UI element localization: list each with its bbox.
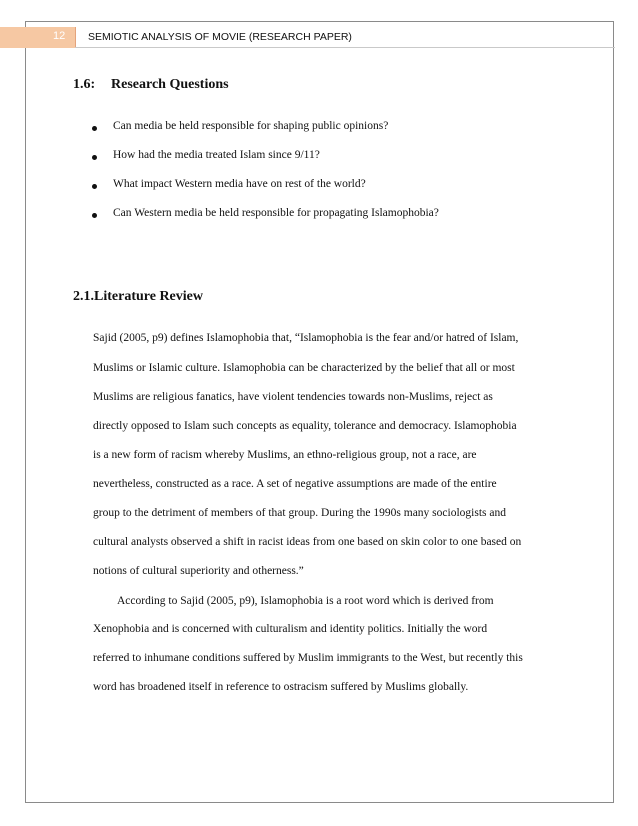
paragraph-line: is a new form of racism whereby Muslims, an ethno-religious group, not a race, are [93,449,477,461]
paragraph-line: group to the detriment of members of that group. During the 1990s many sociologists and [93,507,506,519]
section-number: 1.6: [73,77,96,92]
page-number-box [0,27,75,48]
bullet-icon [92,184,97,189]
bullet-icon [92,126,97,131]
paragraph-line: cultural analysts observed a shift in racist ideas from one based on skin color to one based on [93,536,522,548]
paragraph-line: directly opposed to Islam such concepts as equality, tolerance and democracy. Islamophobia [93,420,517,432]
bullet-icon [92,155,97,160]
bullet-icon [92,213,97,218]
paragraph-line: nevertheless, constructed as a race. A set of negative assumptions are made of the entire [93,478,497,490]
paragraph-line: Sajid (2005, p9) defines Islamophobia that, “Islamophobia is the fear and/or hatred of Islam, [93,332,519,344]
paragraph-line: Xenophobia and is concerned with culturalism and identity politics. Initially the word [93,623,488,635]
header-title: SEMIOTIC ANALYSIS OF MOVIE (RESEARCH PAPER) [88,31,352,43]
literature-review-heading: 2.1.Literature Review [73,289,203,304]
paragraph-line: Muslims or Islamic culture. Islamophobia can be characterized by the belief that all or most [93,362,515,374]
section-title: Research Questions [111,77,229,92]
paragraph-line: notions of cultural superiority and otherness.” [93,565,304,577]
research-questions-heading [73,77,229,93]
header-rule [75,47,615,48]
question-text: How had the media treated Islam since 9/11? [113,149,320,161]
page-number: 12 [53,30,66,42]
page-header [0,27,615,48]
paragraph-line: referred to inhumane conditions suffered by Muslim immigrants to the West, but recently this [93,652,523,664]
question-text: Can media be held responsible for shaping public opinions? [113,120,389,132]
paragraph-line: According to Sajid (2005, p9), Islamophobia is a root word which is derived from [117,595,494,607]
question-text: What impact Western media have on rest of the world? [113,178,366,190]
paragraph-line: Muslims are religious fanatics, have violent tendencies towards non-Muslims, reject as [93,391,493,403]
header-divider [75,27,76,48]
paragraph-line: word has broadened itself in reference to ostracism suffered by Muslims globally. [93,681,469,693]
question-text: Can Western media be held responsible for propagating Islamophobia? [113,207,439,219]
